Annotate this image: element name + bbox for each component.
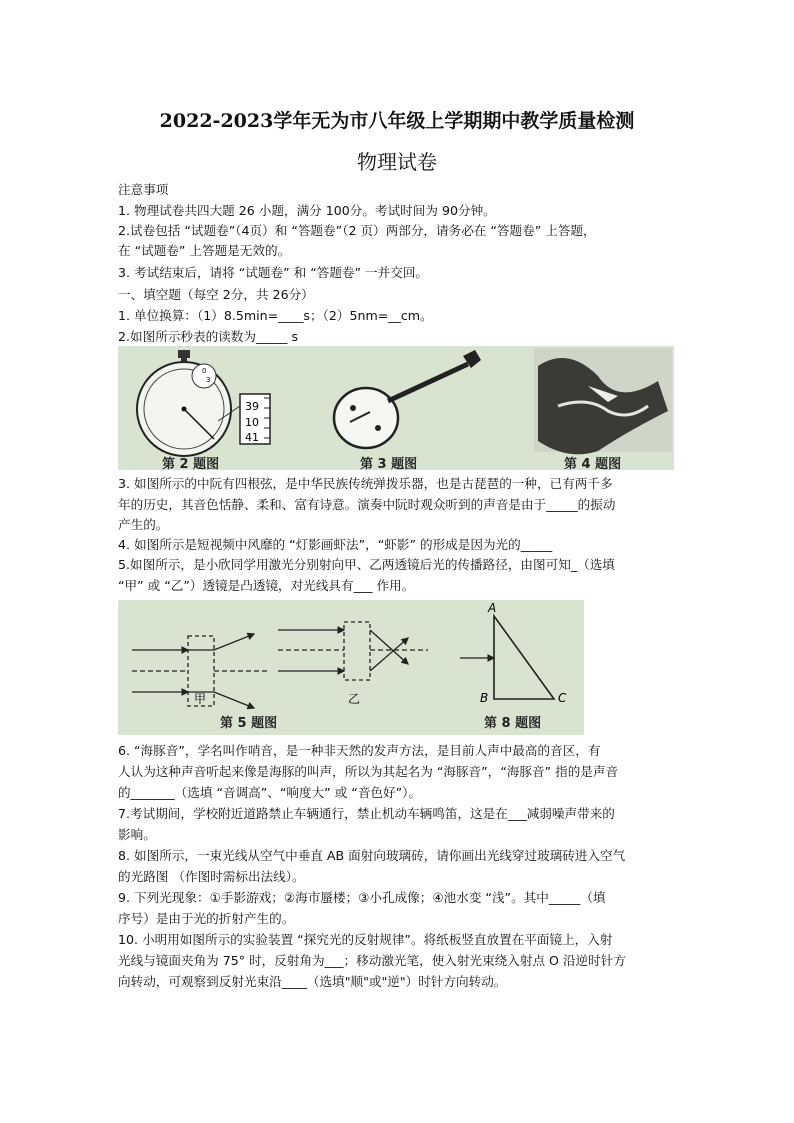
lens-label-jia: 甲 — [194, 692, 207, 706]
question-2: 2.如图所示秒表的读数为_____ s — [118, 329, 299, 344]
section-heading: 一、填空题（每空 2分，共 26分） — [118, 287, 314, 302]
figures-row-1 — [118, 346, 674, 470]
question-8: 的光路图 （作图时需标出法线）。 — [118, 869, 305, 884]
question-6: 人认为这种声音听起来像是海豚的叫声，所以为其起名为 “海豚音”，“海豚音” 指的是声音 — [118, 764, 619, 779]
question-5: “甲” 或 “乙”）透镜是凸透镜，对光线具有___ 作用。 — [118, 578, 415, 593]
note-item: 在 “试题卷” 上答题是无效的。 — [118, 243, 291, 258]
stopwatch-small-dial-label: 3 — [206, 376, 211, 384]
question-6: 的_______（选填 “音调高”、“响度大” 或 “音色好”）。 — [118, 785, 422, 800]
prism-vertex-a: A — [488, 601, 497, 615]
fig5-caption: 第 5 题图 — [220, 716, 278, 731]
stopwatch-small-dial-label: 0 — [202, 367, 207, 375]
question-3: 产生的。 — [118, 517, 169, 532]
fig4-caption: 第 4 题图 — [564, 457, 622, 470]
question-6: 6. “海豚音”，学名叫作哨音，是一种非天然的发声方法，是目前人声中最高的音区，有 — [118, 743, 601, 758]
note-item: 3. 考试结束后，请将 “试题卷” 和 “答题卷” 一并交回。 — [118, 265, 429, 280]
question-10: 向转动，可观察到反射光束沿____（选填"顺"或"逆"）时针方向转动。 — [118, 974, 507, 989]
question-1: 1. 单位换算：（1）8.5min=____s；（2）5nm=__cm。 — [118, 308, 433, 323]
note-item: 1. 物理试卷共四大题 26 小题，满分 100分。考试时间为 90分钟。 — [118, 203, 496, 218]
fig3-caption: 第 3 题图 — [360, 457, 418, 470]
lens-label-yi: 乙 — [348, 692, 361, 706]
question-8: 8. 如图所示，一束光线从空气中垂直 AB 面射向玻璃砖，请你画出光线穿过玻璃砖进入空气 — [118, 848, 626, 863]
question-10: 光线与镜面夹角为 75° 时，反射角为___；移动激光笔，使入射光束绕入射点 O 沿逆时针方 — [118, 953, 626, 968]
figures-row-2 — [118, 600, 584, 735]
stopwatch-scale-39: 39 — [245, 400, 259, 413]
notes-heading: 注意事项 — [118, 182, 169, 197]
stopwatch-scale-10: 10 — [245, 416, 259, 429]
page-subtitle: 物理试卷 — [357, 150, 437, 174]
question-3: 年的历史，其音色恬静、柔和、富有诗意。演奏中阮时观众听到的声音是由于_____的振动 — [118, 497, 616, 512]
question-7: 影响。 — [118, 827, 156, 842]
prism-vertex-c: C — [558, 691, 567, 705]
fig8-caption: 第 8 题图 — [484, 716, 542, 731]
shrimp-shadow-photo — [118, 346, 674, 470]
fig2-caption: 第 2 题图 — [162, 457, 220, 470]
question-9: 9. 下列光现象：①手影游戏；②海市蜃楼；③小孔成像；④池水变 “浅”。其中_____（填 — [118, 890, 606, 905]
question-10: 10. 小明用如图所示的实验装置 “探究光的反射规律”。将纸板竖直放置在平面镜上，入射 — [118, 932, 613, 947]
question-4: 4. 如图所示是短视频中风靡的 “灯影画虾法”，“虾影” 的形成是因为光的_____ — [118, 537, 553, 552]
note-item: 2.试卷包括 “试题卷”（4页）和 “答题卷”（2 页）两部分，请务必在 “答题卷” 上答题， — [118, 223, 596, 238]
page-title: 2022-2023学年无为市八年级上学期期中教学质量检测 — [159, 110, 635, 132]
question-9: 序号）是由于光的折射产生的。 — [118, 911, 295, 926]
question-3: 3. 如图所示的中阮有四根弦，是中华民族传统弹拨乐器，也是古琵琶的一种，已有两千多 — [118, 476, 613, 491]
question-5: 5.如图所示，是小欣同学用激光分别射向甲、乙两透镜后光的传播路径，由图可知_（选填 — [118, 557, 615, 572]
question-7: 7.考试期间，学校附近道路禁止车辆通行，禁止机动车辆鸣笛，这是在___减弱噪声带来的 — [118, 806, 615, 821]
prism-vertex-b: B — [480, 691, 489, 705]
stopwatch-scale-41: 41 — [245, 431, 259, 444]
